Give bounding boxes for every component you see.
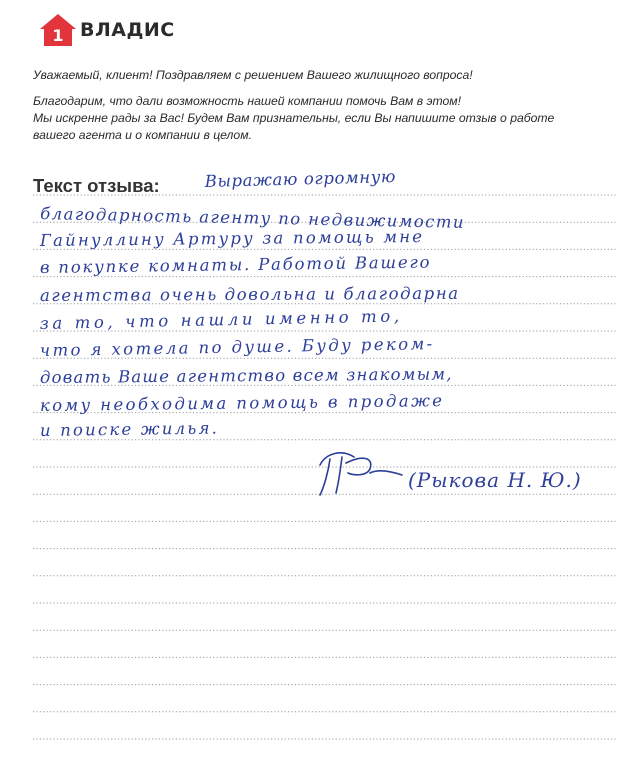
- thanks-line-2: Мы искренне рады за Вас! Будем Вам признательны, если Вы напишите отзыв о работе: [33, 111, 555, 125]
- review-heading: Текст отзыва:: [33, 175, 160, 196]
- brand-name: ВЛАДИС: [80, 19, 175, 41]
- review-line: кому необходима помощь в продаже: [39, 391, 445, 415]
- review-line: Выражаю огромную: [204, 166, 397, 191]
- greeting-text: Уважаемый, клиент! Поздравляем с решением Вашего жилищного вопроса!: [33, 68, 473, 82]
- signature: [312, 443, 622, 503]
- review-line: Гайнуллину Артуру за помощь мне: [39, 226, 425, 250]
- logo-digit: 1: [52, 26, 64, 45]
- review-line: в покупке комнаты. Работой Вашего: [39, 252, 432, 277]
- review-line: агентства очень довольна и благодарна: [39, 283, 460, 305]
- thanks-line-3: вашего агента и о компании в целом.: [33, 128, 252, 142]
- review-line: благодарность агенту по недвижимости: [40, 204, 466, 232]
- review-line: и поиске жилья.: [39, 418, 220, 440]
- review-line: за то, что нашли именно то,: [39, 306, 403, 333]
- review-line: что я хотела по душе. Буду реком-: [39, 334, 435, 360]
- review-line: довать Ваше агентство всем знакомым,: [39, 364, 453, 387]
- signature-name: (Рыкова Н. Ю.): [408, 468, 582, 492]
- thanks-line-1: Благодарим, что дали возможность нашей компании помочь Вам в этом!: [33, 94, 462, 108]
- signature-scribble-icon: [312, 443, 622, 503]
